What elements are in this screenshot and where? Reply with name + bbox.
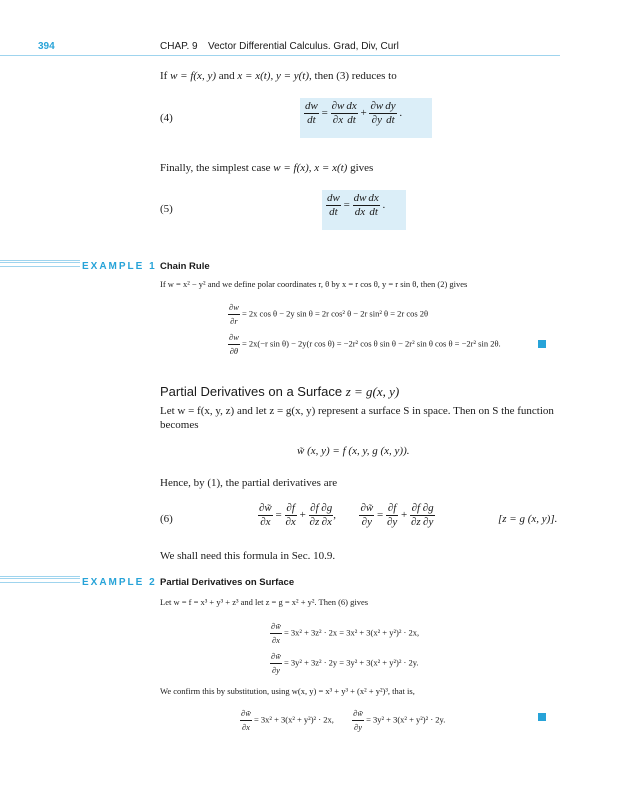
eq4-intro: If w = f(x, y) and x = x(t), y = y(t), then (3) reduces to [160, 70, 397, 82]
end-of-example-2-square [538, 713, 546, 721]
example1-label: EXAMPLE 1 [82, 261, 157, 272]
page-number: 394 [38, 41, 55, 52]
section-para1: Let w = f(x, y, z) and let z = g(x, y) represent a surface S in space. Then on S the function becomes [160, 405, 554, 431]
eq5-formula: $\frac{dw}{dt}$ = $\frac{dw}{dx}$ $\frac{dx}{dt}$ . [322, 190, 406, 230]
example2-confirm: We confirm this by substitution, using w(x, y) = x³ + y³ + (x² + y²)³, that is, [160, 686, 415, 696]
example2-label: EXAMPLE 2 [82, 577, 157, 588]
section-para3: We shall need this formula in Sec. 10.9. [160, 550, 336, 562]
running-header [38, 41, 560, 52]
eq6-formula: $\frac{\partial w̃}{\partial x}$ = $\frac{\partial f}{\partial x}$ + $\frac{\partial f}{\partial z}$ $\frac{\partial g}{\partial x}$ , $\frac{\partial w̃}{\partial y}$ = $\frac{\partial f}{\partial y}$ + $\frac{\partial f}{\partial z}$ $\frac{\partial g}{\partial y}$ [259, 502, 434, 528]
section-para2: Hence, by (1), the partial derivatives are [160, 477, 338, 489]
example2-line1: $\frac{\partial w̃}{\partial x}$ = 3x² + 3z² · 2x = 3x² + 3(x² + y²)² · 2x, [271, 621, 420, 645]
eq5-label: (5) [160, 203, 173, 215]
example2-title: Partial Derivatives on Surface [160, 577, 295, 588]
eq4-label: (4) [160, 112, 173, 124]
example2-rule [0, 576, 80, 583]
eq4-formula: $\frac{dw}{dt}$ = $\frac{\partial w}{\partial x}$ $\frac{dx}{dt}$ + $\frac{\partial w}{\partial y}$ $\frac{dy}{dt}$ . [300, 98, 432, 138]
eq6-condition: [z = g (x, y)]. [498, 513, 558, 525]
chapter-title: Vector Differential Calculus. Grad, Div, Curl [208, 41, 399, 52]
example1-line2: $\frac{\partial w}{\partial\theta}$ = 2x(−r sin θ) − 2y(r cos θ) = −2r² cos θ sin θ − 2r² sin θ cos θ = −2r² sin 2θ. [229, 332, 501, 356]
end-of-example-1-square [538, 340, 546, 348]
w-tilde-definition: w̃ (x, y) = f (x, y, g (x, y)). [297, 445, 410, 457]
eq6-label: (6) [160, 513, 173, 525]
eq5-intro: Finally, the simplest case w = f(x), x = x(t) gives [160, 162, 374, 174]
header-rule [0, 55, 560, 56]
chapter-label: CHAP. 9 [160, 41, 198, 52]
example1-intro: If w = x² − y² and we define polar coordinates r, θ by x = r cos θ, y = r sin θ, then (2) gives [160, 279, 468, 289]
example2-check: $\frac{\partial w̃}{\partial x}$ = 3x² + 3(x² + y²)² · 2x, $\frac{\partial w̃}{\partial y}$ = 3y² + 3(x² + y²)² · 2y. [241, 708, 446, 732]
example2-intro: Let w = f = x³ + y³ + z³ and let z = g = x² + y². Then (6) gives [160, 597, 369, 607]
example1-title: Chain Rule [160, 261, 210, 272]
section-heading: Partial Derivatives on a Surface z = g(x, y) [160, 384, 400, 399]
example1-line1: $\frac{\partial w}{\partial r}$ = 2x cos θ − 2y sin θ = 2r cos² θ − 2r sin² θ = 2r cos 2θ [229, 302, 429, 326]
example1-rule [0, 260, 80, 267]
example2-line2: $\frac{\partial w̃}{\partial y}$ = 3y² + 3z² · 2y = 3y² + 3(x² + y²)² · 2y. [271, 651, 419, 675]
